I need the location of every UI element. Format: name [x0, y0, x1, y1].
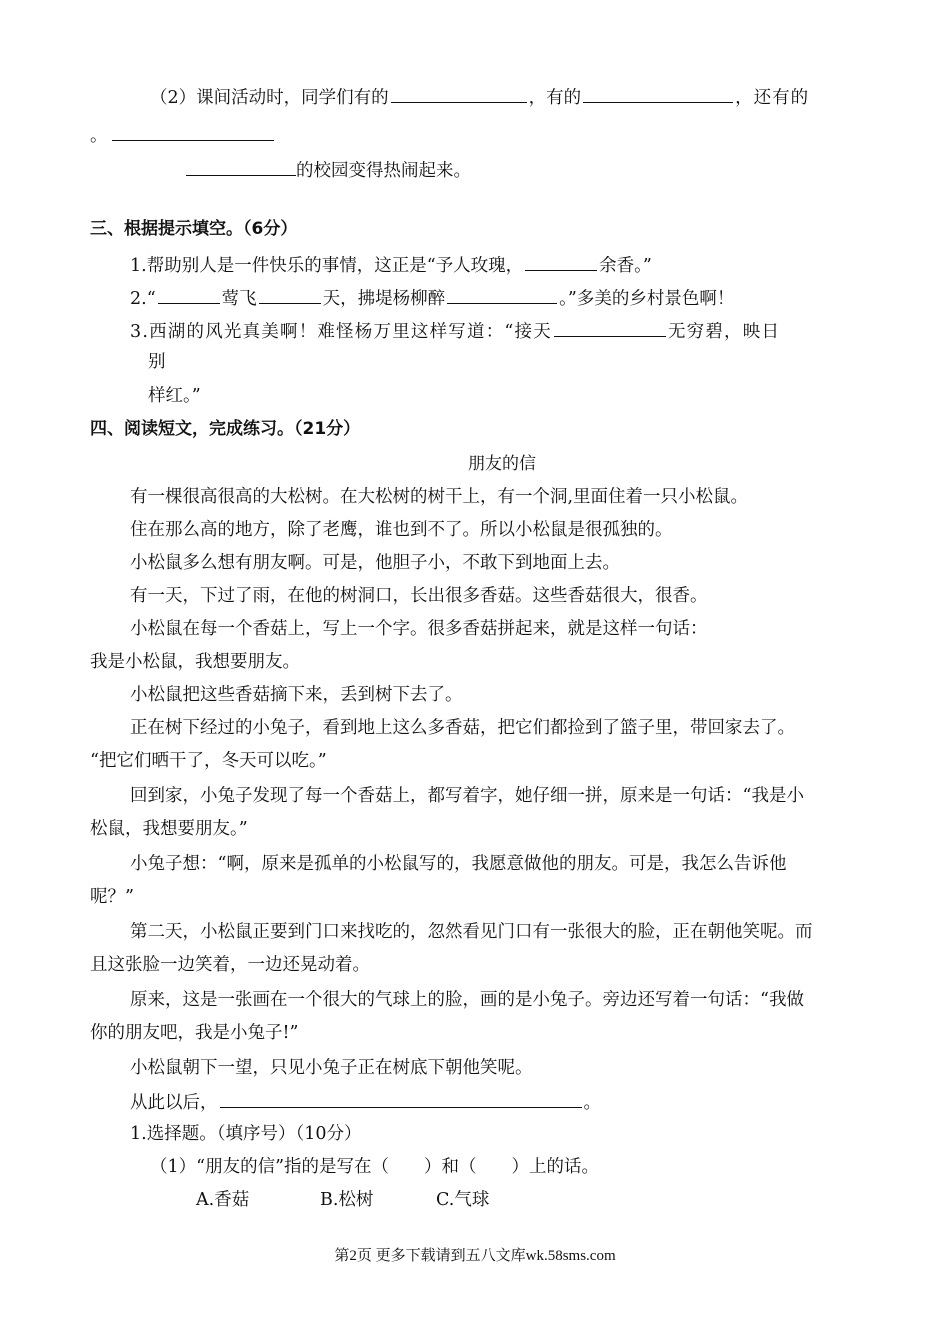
option-a[interactable]: A.香菇: [196, 1190, 250, 1210]
passage-title: 朋友的信: [468, 454, 536, 474]
question-3-1: [130, 252, 652, 278]
paragraph: 第二天，小松鼠正要到门口来找吃的，忽然看见门口有一张很大的脸，正在朝他笑呢。而: [130, 922, 813, 942]
text: 。”多美的乡村景色啊！: [559, 289, 735, 309]
page-footer: 第2页 更多下载请到五八文库wk.58sms.com: [334, 1248, 616, 1264]
paragraph: 住在那么高的地方，除了老鹰，谁也到不了。所以小松鼠是很孤独的。: [130, 520, 673, 540]
question-3-3: [130, 318, 780, 344]
blank[interactable]: [447, 285, 557, 304]
blank[interactable]: [391, 84, 527, 103]
section-3-heading: 三、根据提示填空。（6分）: [90, 219, 298, 239]
paragraph: 小松鼠多么想有朋友啊。可是，他胆子小，不敢下到地面上去。: [130, 553, 620, 573]
text: 。: [583, 1093, 601, 1113]
text: ，还有的: [735, 88, 810, 108]
text: 无穷碧，映日: [667, 322, 781, 342]
blank[interactable]: [112, 122, 274, 141]
question-4-1: 1.选择题。（填序号）（10分）: [130, 1124, 362, 1144]
text: ，有的: [528, 88, 582, 108]
paragraph-continuation: 松鼠，我想要朋友。”: [90, 819, 248, 839]
fill-line-activities: [150, 84, 809, 110]
paragraph-continuation: 呢？”: [90, 887, 134, 907]
text: 。: [90, 126, 108, 146]
paragraph-continuation: 且这张脸一边笑着，一边还晃动着。: [90, 955, 370, 975]
text: 的校园变得热闹起来。: [296, 161, 471, 181]
fill-line-activities-2: [90, 122, 276, 148]
blank[interactable]: [186, 157, 296, 176]
paragraph: 原来，这是一张画在一个很大的气球上的脸，画的是小兔子。旁边还写着一句话：“我做: [130, 990, 804, 1010]
blank[interactable]: [220, 1089, 582, 1108]
paragraph-fill: [130, 1089, 601, 1115]
blank[interactable]: [259, 285, 321, 304]
option-b[interactable]: B.松树: [320, 1190, 374, 1210]
text: 天，拂堤杨柳醉: [322, 289, 446, 309]
blank[interactable]: [554, 318, 666, 337]
blank[interactable]: [525, 252, 597, 271]
paragraph-continuation: 我是小松鼠，我想要朋友。: [90, 652, 300, 672]
paragraph: 回到家，小兔子发现了每一个香菇上，都写着字，她仔细一拼，原来是一句话：“我是小: [130, 786, 804, 806]
text: 3.西湖的风光真美啊！难怪杨万里这样写道：“接天: [130, 322, 552, 342]
text: 2.“: [130, 289, 156, 309]
fill-line-activities-3: [186, 157, 471, 183]
paragraph: 小松鼠朝下一望，只见小兔子正在树底下朝他笑呢。: [130, 1058, 533, 1078]
question-3-3-wrap: 别: [148, 352, 166, 372]
text: 从此以后，: [130, 1093, 218, 1113]
paragraph: 小兔子想：“啊，原来是孤单的小松鼠写的，我愿意做他的朋友。可是，我怎么告诉他: [130, 854, 787, 874]
paragraph: 小松鼠在每一个香菇上，写上一个字。很多香菇拼起来，就是这样一句话：: [130, 619, 708, 639]
paragraph: 正在树下经过的小兔子，看到地上这么多香菇，把它们都捡到了篮子里，带回家去了。: [130, 718, 795, 738]
paragraph: 有一棵很高很高的大松树。在大松树的树干上，有一个洞,里面住着一只小松鼠。: [130, 487, 749, 507]
question-3-3-wrap-2: 样红。”: [148, 386, 201, 406]
paragraph: 小松鼠把这些香菇摘下来，丢到树下去了。: [130, 685, 463, 705]
text: 余香。”: [599, 256, 652, 276]
text: （2）课间活动时，同学们有的: [150, 88, 389, 108]
blank[interactable]: [583, 84, 733, 103]
paragraph-continuation: 你的朋友吧，我是小兔子!”: [90, 1023, 299, 1043]
question-3-2: [130, 285, 734, 311]
question-4-1-1: （1）“朋友的信”指的是写在（ ）和（ ）上的话。: [150, 1157, 600, 1177]
text: 莺飞: [221, 289, 257, 309]
blank[interactable]: [158, 285, 220, 304]
paragraph: 有一天，下过了雨，在他的树洞口，长出很多香菇。这些香菇很大，很香。: [130, 586, 708, 606]
option-c[interactable]: C.气球: [436, 1190, 490, 1210]
text: 1.帮助别人是一件快乐的事情，这正是“予人玫瑰，: [130, 256, 524, 276]
section-4-heading: 四、阅读短文，完成练习。（21分）: [90, 419, 361, 439]
paragraph-continuation: “把它们晒干了，冬天可以吃。”: [90, 751, 327, 771]
